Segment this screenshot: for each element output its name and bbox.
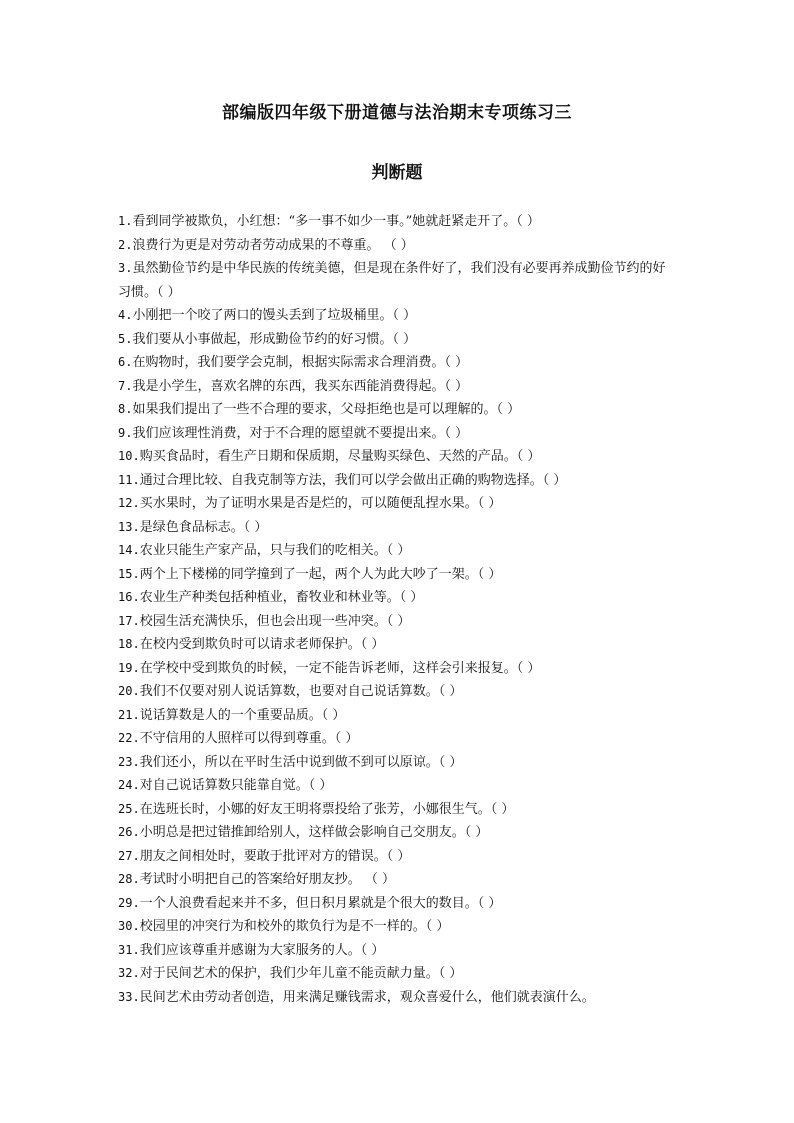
question-text: 在校内受到欺负时可以请求老师保护。（ ） [139,637,385,652]
question-number: 27. [118,848,140,863]
question-number: 10. [118,449,140,463]
question-text: 虽然勤俭节约是中华民族的传统美德，但是现在条件好了，我们没有必要再养成勤俭节约的好习惯。（ ） [118,261,666,300]
question-number: 9. [118,425,133,440]
question-item [118,351,678,375]
question-number: 8. [118,402,133,416]
question-item [118,915,678,939]
question-item [118,328,678,352]
question-item [118,657,678,681]
question-number: 16. [118,590,140,604]
question-item [118,868,678,892]
question-number: 17. [118,613,140,628]
question-number: 24. [118,778,140,792]
question-item [118,892,678,916]
question-list [118,210,678,1009]
question-item [118,586,678,610]
question-item [118,633,678,657]
question-number: 22. [118,731,140,745]
question-text: 通过合理比较、自我克制等方法，我们可以学会做出正确的购物选择。（ ） [139,472,567,488]
question-number: 26. [118,825,140,839]
document-title: 部编版四年级下册道德与法治期末专项练习三 [222,103,572,123]
question-item [118,375,678,399]
question-text: 不守信用的人照样可以得到尊重。（ ） [139,731,359,746]
question-item [118,422,678,446]
question-item [118,798,678,822]
question-item [118,704,678,728]
question-number: 5. [118,331,133,346]
question-item [118,234,678,258]
question-item [118,210,678,234]
question-item [118,845,678,869]
question-number: 6. [118,355,133,369]
question-text: 在购物时，我们要学会克制，根据实际需求合理消费。（ ） [132,355,469,370]
question-text: 考试时小明把自己的答案给好朋友抄。 （ ） [139,872,395,887]
question-number: 13. [118,519,140,534]
question-number: 21. [118,707,140,722]
question-item [118,774,678,798]
question-item [118,680,678,704]
question-number: 14. [118,543,140,557]
section-heading: 判断题 [371,163,423,183]
question-text: 朋友之间相处时，要敢于批评对方的错误。（ ） [139,848,411,864]
question-item [118,821,678,845]
question-number: 25. [118,801,140,816]
question-number: 30. [118,919,140,933]
question-text: 浪费行为更是对劳动者劳动成果的不尊重。 （ ） [132,237,414,253]
question-item [118,304,678,328]
question-text: 我们应该尊重并感谢为大家服务的人。（ ） [139,942,385,958]
question-text: 小刚把一个咬了两口的馒头丢到了垃圾桶里。（ ） [132,308,417,323]
question-number: 15. [118,566,140,581]
question-text: 在学校中受到欺负的时候，一定不能告诉老师，这样会引来报复。（ ） [139,660,541,676]
question-item [118,257,678,304]
question-text: 农业只能生产家产品，只与我们的吃相关。（ ） [139,543,411,558]
question-text: 买水果时，为了证明水果是否是烂的，可以随便乱捏水果。（ ） [139,496,502,511]
question-text: 民间艺术由劳动者创造，用来满足赚钱需求，观众喜爱什么，他们就表演什么。 [139,989,595,1005]
question-number: 29. [118,895,140,910]
question-number: 12. [118,496,140,510]
question-item [118,539,678,563]
question-text: 校园里的冲突行为和校外的欺负行为是不一样的。（ ） [139,919,450,934]
question-item [118,516,678,540]
question-text: 看到同学被欺负，小红想：“多一事不如少一事。”她就赶紧走开了。（ ） [132,214,540,229]
question-text: 我们要从小事做起，形成勤俭节约的好习惯。（ ） [132,331,417,347]
question-item [118,398,678,422]
question-text: 农业生产种类包括种植业，畜牧业和林业等。（ ） [139,590,424,605]
question-number: 7. [118,378,133,393]
question-text: 对于民间艺术的保护，我们少年儿童不能贡献力量。（ ） [139,966,463,981]
question-text: 我们还小，所以在平时生活中说到做不到可以原谅。（ ） [139,754,463,770]
question-item [118,492,678,516]
question-number: 32. [118,966,140,980]
question-item [118,962,678,986]
question-text: 校园生活充满快乐，但也会出现一些冲突。（ ） [139,613,411,629]
question-text: 一个人浪费看起来并不多，但日积月累就是个很大的数目。（ ） [139,895,502,911]
question-text: 说话算数是人的一个重要品质。（ ） [139,707,346,723]
question-text: 是绿色食品标志。（ ） [139,519,268,535]
question-item [118,563,678,587]
question-number: 2. [118,237,133,252]
question-number: 19. [118,660,140,675]
question-number: 11. [118,472,140,487]
question-number: 23. [118,754,140,769]
question-number: 18. [118,637,140,651]
question-item [118,469,678,493]
question-item [118,986,678,1010]
question-text: 我是小学生，喜欢名牌的东西，我买东西能消费得起。（ ） [132,378,469,394]
question-text: 两个上下楼梯的同学撞到了一起，两个人为此大吵了一架。（ ） [139,566,502,582]
question-text: 购买食品时，看生产日期和保质期，尽量购买绿色、天然的产品。（ ） [139,449,541,464]
question-number: 3. [118,261,133,275]
question-number: 20. [118,684,140,698]
question-item [118,610,678,634]
question-item [118,751,678,775]
question-number: 1. [118,214,133,228]
question-text: 我们不仅要对别人说话算数，也要对自己说话算数。（ ） [139,684,463,699]
question-number: 33. [118,989,140,1004]
question-number: 31. [118,942,140,957]
question-item [118,939,678,963]
question-text: 如果我们提出了一些不合理的要求，父母拒绝也是可以理解的。（ ） [132,402,521,417]
question-text: 对自己说话算数只能靠自觉。（ ） [139,778,333,793]
question-item [118,727,678,751]
question-number: 28. [118,872,140,886]
question-number: 4. [118,308,133,322]
question-text: 小明总是把过错推卸给别人，这样做会影响自己交朋友。（ ） [139,825,489,840]
question-item [118,445,678,469]
question-text: 在选班长时，小娜的好友王明将票投给了张芳，小娜很生气。（ ） [139,801,515,817]
question-text: 我们应该理性消费，对于不合理的愿望就不要提出来。（ ） [132,425,469,441]
